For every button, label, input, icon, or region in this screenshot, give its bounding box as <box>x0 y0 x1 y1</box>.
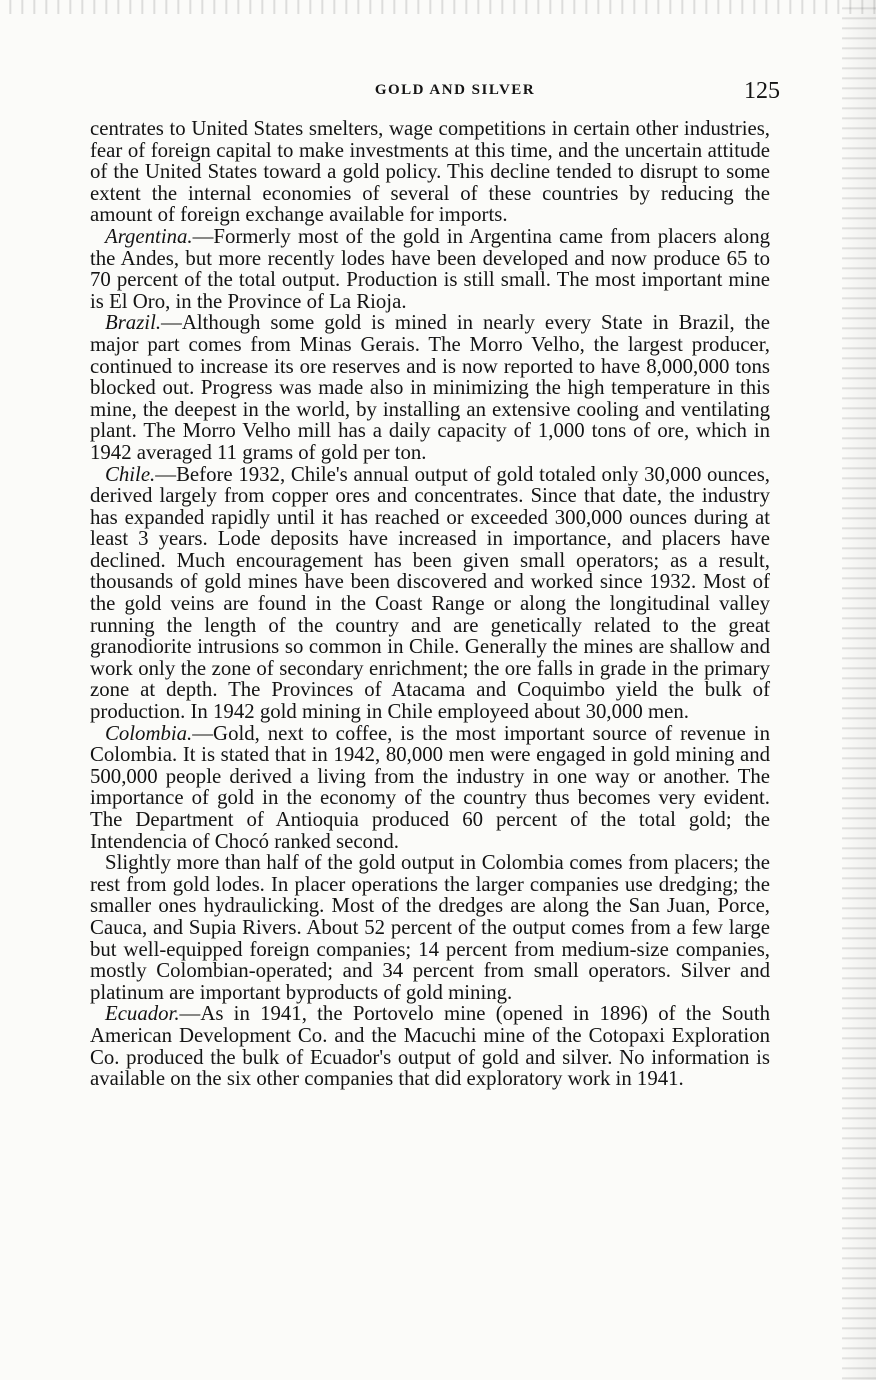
running-head <box>90 78 780 108</box>
paragraph-text: —Although some gold is mined in nearly every State in Brazil, the major part comes from Minas Gerais. The Morro Velho, the largest producer, continued to increase its ore reserves and is now reported to have 8,000,000 tons blocked out. Progress was made also in minimizing the high temperature in this mine, the deepest in the world, by installing an extensive cooling and ventilating plant. The Morro Velho mill has a daily capacity of 1,000 tons of ore, which in 1942 averaged 11 grams of gold per ton. <box>90 311 770 464</box>
paragraph-text: —As in 1941, the Portovelo mine (opened in 1896) of the South American Development Co. and the Macuchi mine of the Cotopaxi Exploration Co. produced the bulk of Ecuador's output of gold and silver. No information is available on the six other companies that did exploratory work in 1941. <box>90 1002 770 1091</box>
paragraph-chile <box>90 464 770 723</box>
paragraph-argentina <box>90 226 770 312</box>
topic-heading: Argentina. <box>105 224 193 248</box>
scan-edge-right <box>842 0 876 1380</box>
paragraph-text: centrates to United States smelters, wage competitions in certain other industries, fear of foreign capital to make investments at this time, and the uncertain attitude of the United States toward a gold policy. This decline tended to disrupt to some extent the internal economies of several of these countries by reducing the amount of foreign exchange available for imports. <box>90 117 770 227</box>
topic-heading: Ecuador. <box>105 1002 180 1026</box>
paragraph-ecuador <box>90 1003 770 1089</box>
paragraph-continuation <box>90 118 770 226</box>
paragraph-text: —Formerly most of the gold in Argentina came from placers along the Andes, but more recently lodes have been developed and now produce 65 to 70 percent of the total output. Production is still small. The most important mine is El Oro, in the Province of La Rioja. <box>90 224 770 313</box>
topic-heading: Chile. <box>105 462 156 486</box>
paragraph-text: Slightly more than half of the gold output in Colombia comes from placers; the rest from gold lodes. In placer operations the larger companies use dredging; the smaller ones hydraulicking. Most of the dredges are along the San Juan, Porce, Cauca, and Supia Rivers. About 52 percent of the output comes from a few large but well-equipped foreign companies; 14 percent from medium-size companies, mostly Colombian-operated; and 34 percent from small operators. Silver and platinum are important byproducts of gold mining. <box>90 851 770 1004</box>
page-number: 125 <box>744 78 780 104</box>
topic-heading: Brazil. <box>105 311 162 335</box>
running-title: GOLD AND SILVER <box>374 82 536 98</box>
body-text <box>90 118 770 1090</box>
paragraph-text: —Gold, next to coffee, is the most important source of revenue in Colombia. It is stated that in 1942, 80,000 men were engaged in gold mining and 500,000 people derived a living from the industry in one way or another. The importance of gold in the economy of the country thus becomes very evident. The Department of Antioquia produced 60 percent of the total gold; the Intendencia of Chocó ranked second. <box>90 721 770 853</box>
topic-heading: Colombia. <box>105 721 193 745</box>
paragraph-brazil <box>90 312 770 463</box>
paragraph-text: —Before 1932, Chile's annual output of gold totaled only 30,000 ounces, derived largely from copper ores and concentrates. Since that date, the industry has expanded rapidly until it has reached or exceeded 300,000 ounces during at least 3 years. Lode deposits have increased in importance, and placers have declined. Much encouragement has been given small operators; as a result, thousands of gold mines have been discovered and worked since 1932. Most of the gold veins are found in the Coast Range or along the longitudinal valley running the length of the country and are genetically related to the great granodiorite intrusions so common in Chile. Generally the mines are shallow and work only the zone of secondary enrichment; the ore falls in grade in the primary zone at depth. The Provinces of Atacama and Coquimbo yield the bulk of production. In 1942 gold mining in Chile employeed about 30,000 men. <box>90 462 770 724</box>
paragraph-colombia-continued <box>90 852 770 1003</box>
scan-edge-top <box>0 0 876 14</box>
paragraph-colombia <box>90 723 770 853</box>
